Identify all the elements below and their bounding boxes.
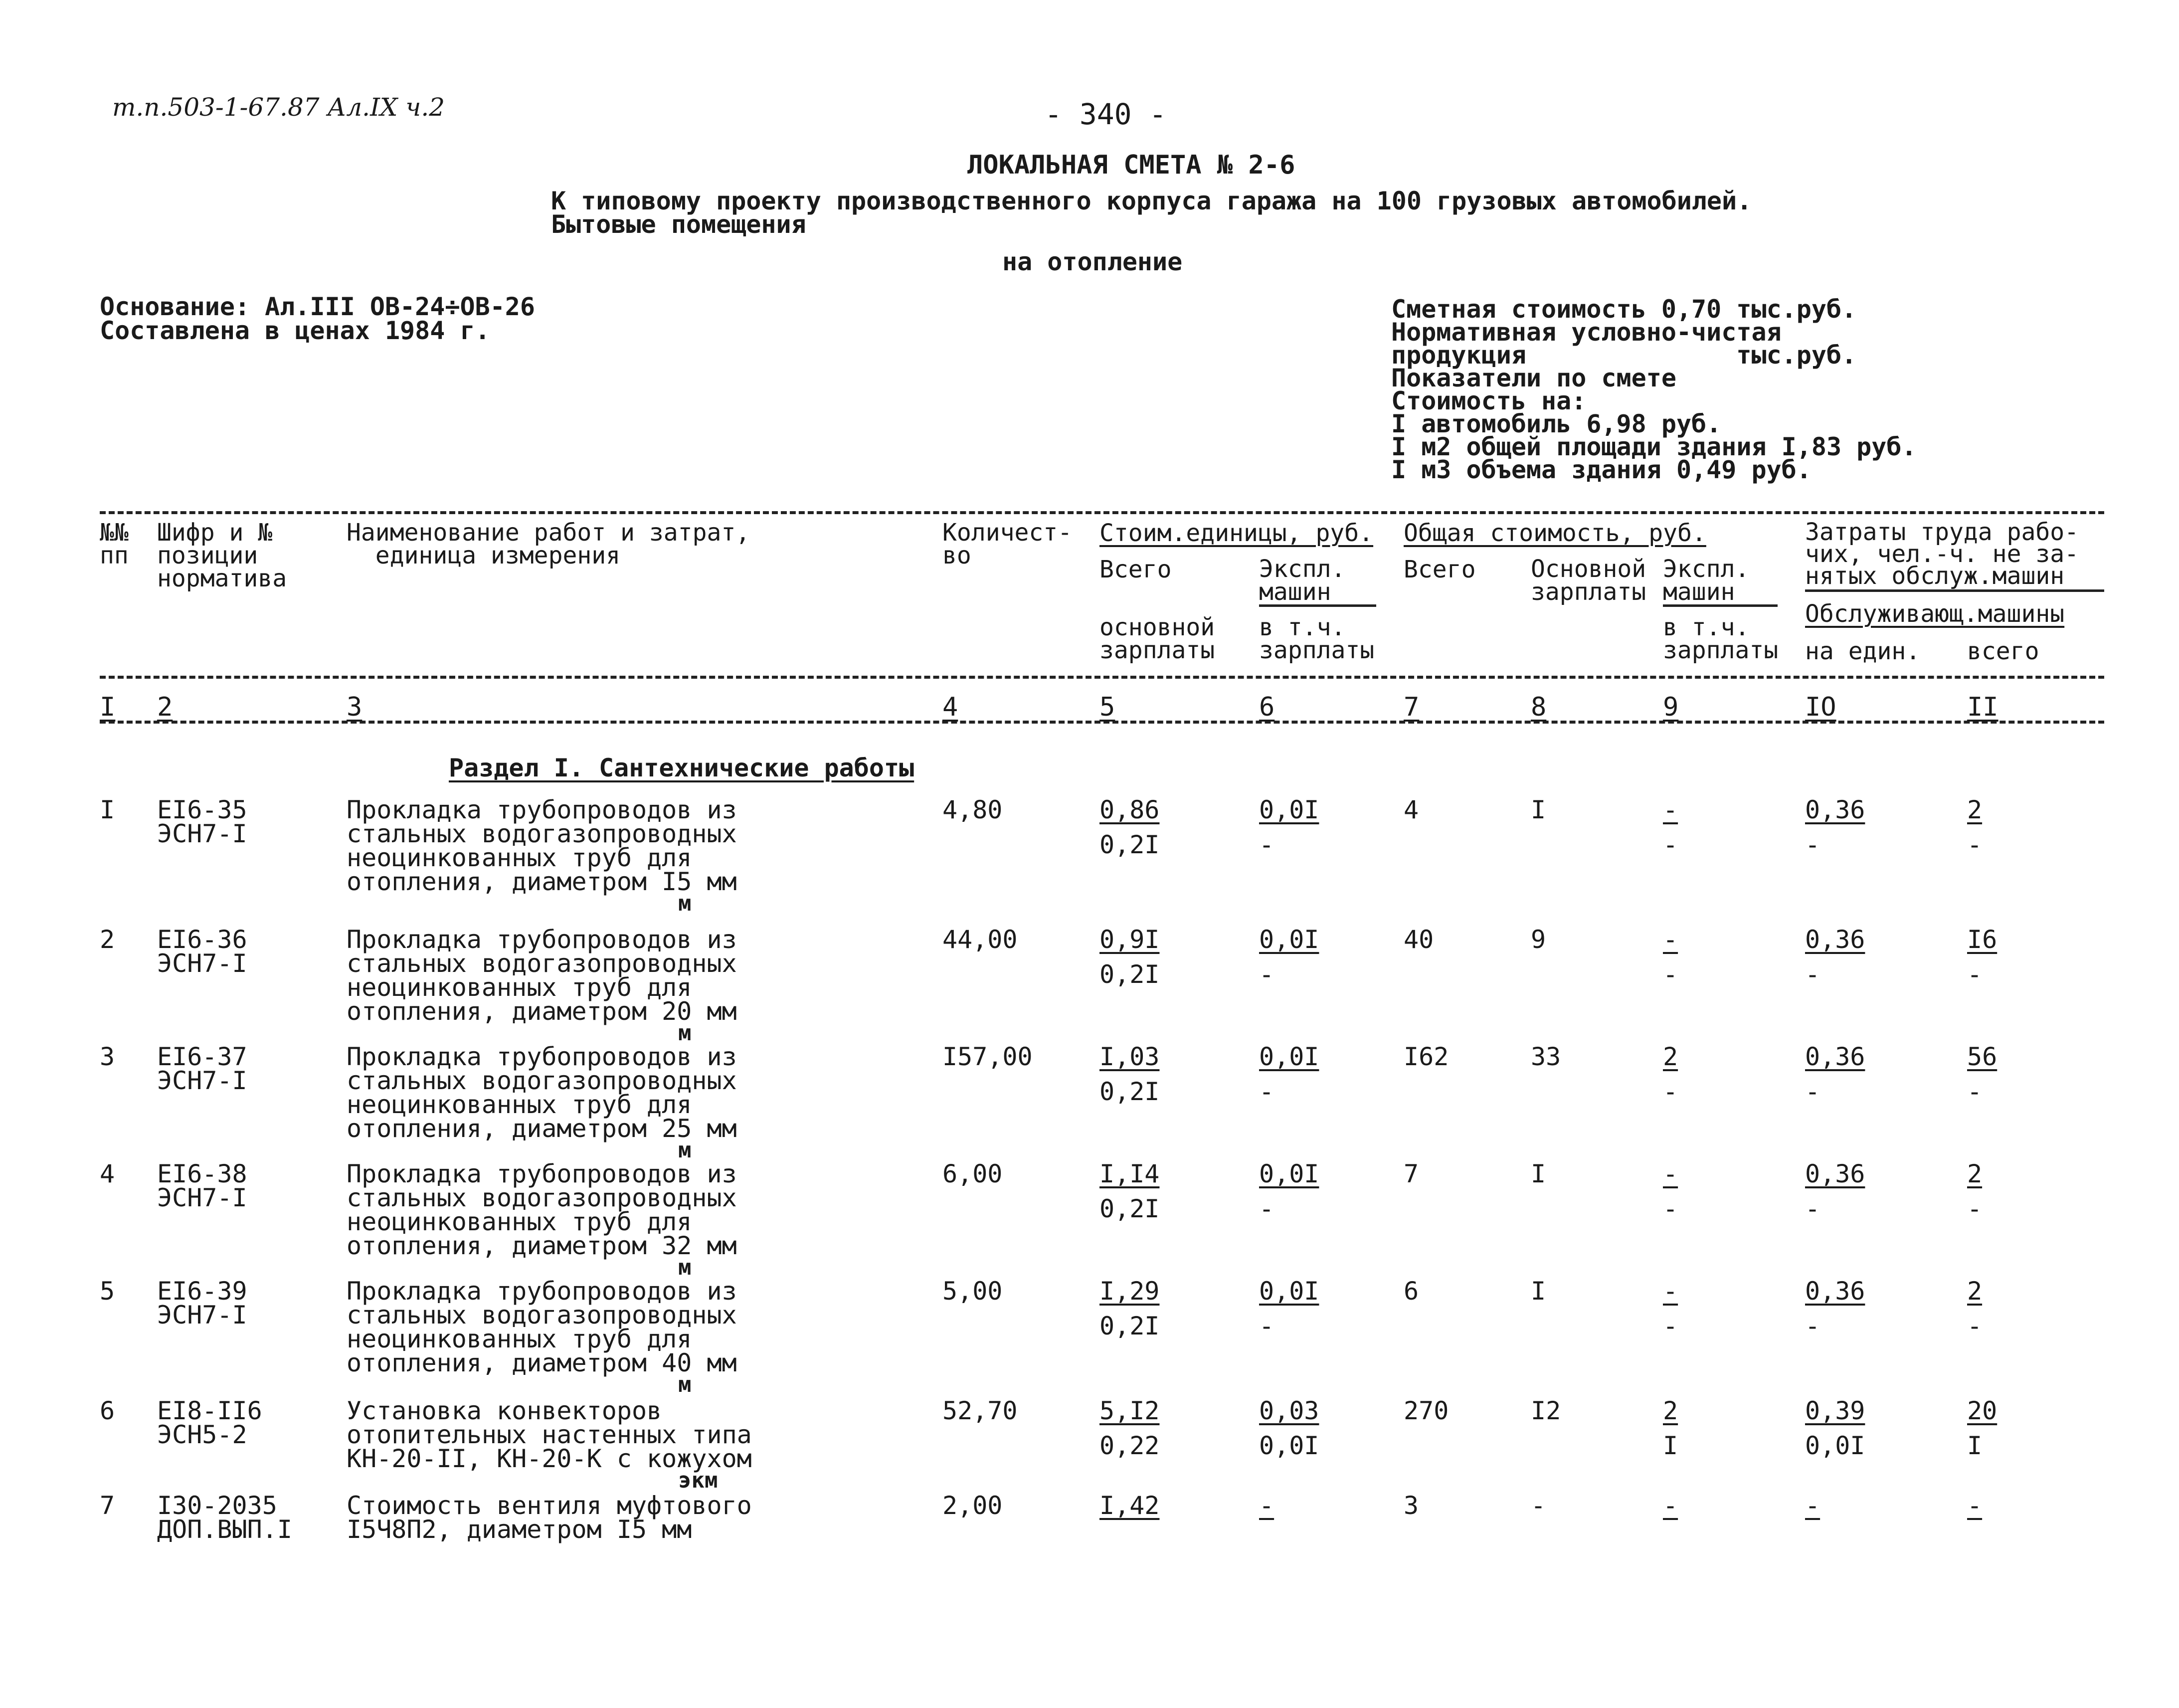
row-total-wage: 9 bbox=[1531, 925, 1546, 954]
row-total-mach: - bbox=[1663, 1159, 1678, 1188]
row-labor-unit: 0,36 bbox=[1805, 925, 1865, 954]
row-quantity: 44,00 bbox=[942, 925, 1018, 954]
row-labor-unit-service: 0,0I bbox=[1805, 1431, 1865, 1460]
row-labor-total: 2 bbox=[1967, 795, 1983, 824]
row-unit-total: 0,86 bbox=[1099, 795, 1160, 824]
col-header-total-cost: Общая стоимость, руб. bbox=[1404, 519, 1706, 547]
row-unit-mach: 0,0I bbox=[1259, 1042, 1319, 1071]
row-total-wage: I2 bbox=[1531, 1396, 1561, 1425]
row-code: ЕI8-II6 ЭСН5-2 bbox=[157, 1396, 262, 1449]
row-unit-wage: 0,22 bbox=[1099, 1431, 1160, 1460]
row-unit-total: I,29 bbox=[1099, 1277, 1160, 1306]
row-quantity: 4,80 bbox=[942, 795, 1003, 824]
row-unit-wage: 0,2I bbox=[1099, 1194, 1160, 1223]
col-header-quantity: Количест- во bbox=[942, 519, 1073, 569]
row-unit: экм bbox=[678, 1468, 718, 1493]
column-number: 4 bbox=[942, 692, 958, 722]
row-code: ЕI6-37 ЭСН7-I bbox=[157, 1042, 247, 1095]
summary-line: I м2 общей площади здания I,83 руб. bbox=[1391, 432, 1917, 461]
row-name: Прокладка трубопроводов из стальных водогазопроводных неоцинкованных труб для отопления, диаметром 40 мм bbox=[347, 1277, 737, 1377]
col-header-unit-wage: основной зарплаты bbox=[1099, 613, 1215, 664]
row-number: 2 bbox=[100, 925, 115, 954]
col-header-number: №№ пп bbox=[100, 519, 129, 569]
row-code: ЕI6-39 ЭСН7-I bbox=[157, 1277, 247, 1329]
col-header-unit-total: Всего bbox=[1099, 556, 1172, 583]
unit-mach-underline bbox=[1259, 604, 1376, 607]
row-code: ЕI6-35 ЭСН7-I bbox=[157, 795, 247, 848]
row-total-mach: - bbox=[1663, 795, 1678, 824]
row-total-mach-wage: - bbox=[1663, 1194, 1678, 1223]
column-number: II bbox=[1967, 692, 1998, 722]
row-unit: м bbox=[678, 891, 692, 916]
summary-line: Нормативная условно-чистая bbox=[1391, 318, 1782, 347]
row-name: Прокладка трубопроводов из стальных водогазопроводных неоцинкованных труб для отопления, диаметром 25 мм bbox=[347, 1042, 737, 1143]
row-unit-wage: 0,2I bbox=[1099, 960, 1160, 989]
summary-line: I м3 объема здания 0,49 руб. bbox=[1391, 455, 1812, 484]
row-total: 4 bbox=[1404, 795, 1419, 824]
row-number: 6 bbox=[100, 1396, 115, 1425]
row-quantity: 5,00 bbox=[942, 1277, 1003, 1306]
row-total-mach: 2 bbox=[1663, 1042, 1678, 1071]
column-number: 5 bbox=[1099, 692, 1115, 722]
row-labor-total: 2 bbox=[1967, 1159, 1983, 1188]
column-number: 6 bbox=[1259, 692, 1275, 722]
total-mach-underline bbox=[1663, 604, 1778, 607]
col-header-unit-cost: Стоим.единицы, руб. bbox=[1099, 519, 1374, 547]
row-total-wage: I bbox=[1531, 1277, 1546, 1306]
row-total: 3 bbox=[1404, 1491, 1419, 1520]
row-labor-total-service: I bbox=[1967, 1431, 1983, 1460]
table-header-bottom-rule bbox=[100, 676, 2104, 679]
row-labor-unit: 0,36 bbox=[1805, 1277, 1865, 1306]
row-total: 270 bbox=[1404, 1396, 1449, 1425]
row-unit: м bbox=[678, 1138, 692, 1163]
row-unit-mach-wage: - bbox=[1259, 1077, 1274, 1106]
row-total-wage: - bbox=[1531, 1491, 1546, 1520]
labor-underline bbox=[1805, 589, 2104, 592]
row-labor-total: - bbox=[1967, 1491, 1983, 1520]
row-labor-total-service: - bbox=[1967, 1077, 1983, 1106]
row-total-wage: 33 bbox=[1531, 1042, 1561, 1071]
column-number: 3 bbox=[347, 692, 363, 722]
col-header-name: Наименование работ и затрат, единица измерения bbox=[347, 519, 750, 569]
row-labor-unit: 0,39 bbox=[1805, 1396, 1865, 1425]
summary-line: I автомобиль 6,98 руб. bbox=[1391, 409, 1722, 438]
row-labor-unit: 0,36 bbox=[1805, 1159, 1865, 1188]
row-total-mach-wage: - bbox=[1663, 1077, 1678, 1106]
row-number: I bbox=[100, 795, 115, 824]
col-header-total-all: Всего bbox=[1404, 556, 1476, 583]
row-labor-total: 2 bbox=[1967, 1277, 1983, 1306]
column-number: 2 bbox=[157, 692, 173, 722]
row-unit-mach: 0,0I bbox=[1259, 795, 1319, 824]
row-labor-total-service: - bbox=[1967, 1312, 1983, 1340]
row-labor-total: I6 bbox=[1967, 925, 1997, 954]
row-unit: м bbox=[678, 1020, 692, 1046]
row-number: 3 bbox=[100, 1042, 115, 1071]
row-unit: м bbox=[678, 1372, 692, 1397]
row-total-mach: - bbox=[1663, 1491, 1678, 1520]
row-number: 5 bbox=[100, 1277, 115, 1306]
row-total-mach: - bbox=[1663, 1277, 1678, 1306]
page-number: - 340 - bbox=[1045, 97, 1167, 131]
subtitle-line2: Бытовые помещения bbox=[551, 210, 806, 239]
col-header-labor-unit: на един. bbox=[1805, 637, 1921, 665]
row-unit-total: 5,I2 bbox=[1099, 1396, 1160, 1425]
row-number: 7 bbox=[100, 1491, 115, 1520]
column-number: 7 bbox=[1404, 692, 1420, 722]
row-unit-mach: 0,03 bbox=[1259, 1396, 1319, 1425]
table-top-rule bbox=[100, 511, 2104, 514]
row-unit-mach: 0,0I bbox=[1259, 1159, 1319, 1188]
summary-line: Показатели по смете bbox=[1391, 364, 1676, 392]
row-quantity: 52,70 bbox=[942, 1396, 1018, 1425]
document-title: ЛОКАЛЬНАЯ СМЕТА № 2-6 bbox=[967, 150, 1295, 180]
col-header-total-mach-wage: в т.ч. зарплаты bbox=[1663, 613, 1779, 664]
row-total-mach-wage: - bbox=[1663, 960, 1678, 989]
row-unit-wage: 0,2I bbox=[1099, 1077, 1160, 1106]
row-quantity: 6,00 bbox=[942, 1159, 1003, 1188]
section-title: Раздел I. Сантехнические работы bbox=[449, 754, 914, 782]
row-labor-total: 20 bbox=[1967, 1396, 1997, 1425]
row-unit-mach-wage: - bbox=[1259, 1194, 1274, 1223]
column-number: 8 bbox=[1531, 692, 1547, 722]
row-unit-mach-wage: 0,0I bbox=[1259, 1431, 1319, 1460]
row-unit-mach: - bbox=[1259, 1491, 1274, 1520]
col-header-unit-mach: Экспл. машин bbox=[1259, 555, 1346, 606]
row-unit-mach: 0,0I bbox=[1259, 1277, 1319, 1306]
summary-line: Стоимость на: bbox=[1391, 386, 1587, 415]
row-labor-unit: 0,36 bbox=[1805, 795, 1865, 824]
row-unit-total: 0,9I bbox=[1099, 925, 1160, 954]
col-header-code: Шифр и № позиции норматива bbox=[157, 519, 287, 592]
row-name: Прокладка трубопроводов из стальных водогазопроводных неоцинкованных труб для отопления, диаметром 20 мм bbox=[347, 925, 737, 1026]
row-labor-unit-service: - bbox=[1805, 1077, 1820, 1106]
col-header-labor-total: всего bbox=[1967, 637, 2039, 665]
row-total-mach-wage: - bbox=[1663, 1312, 1678, 1340]
row-total-mach: - bbox=[1663, 925, 1678, 954]
row-name: Прокладка трубопроводов из стальных водогазопроводных неоцинкованных труб для отопления, диаметром 32 мм bbox=[347, 1159, 737, 1260]
row-unit-wage: 0,2I bbox=[1099, 830, 1160, 859]
row-unit-mach-wage: - bbox=[1259, 1312, 1274, 1340]
row-total: I62 bbox=[1404, 1042, 1449, 1071]
row-code: I30-2035 ДОП.ВЫП.I bbox=[157, 1491, 292, 1544]
row-unit-total: I,42 bbox=[1099, 1491, 1160, 1520]
row-labor-total-service: - bbox=[1967, 960, 1983, 989]
basis-line2: Составлена в ценах 1984 г. bbox=[100, 316, 490, 345]
row-total-mach-wage: I bbox=[1663, 1431, 1678, 1460]
col-header-labor-service: Обслуживающ.машины bbox=[1805, 600, 2065, 628]
column-number: 9 bbox=[1663, 692, 1679, 722]
row-labor-unit: 0,36 bbox=[1805, 1042, 1865, 1071]
row-unit-wage: 0,2I bbox=[1099, 1312, 1160, 1340]
row-name: Установка конвекторов отопительных настенных типа КН-20-II, КН-20-К с кожухом bbox=[347, 1396, 752, 1473]
row-quantity: 2,00 bbox=[942, 1491, 1003, 1520]
document-subject: на отопление bbox=[1002, 247, 1183, 276]
row-total-wage: I bbox=[1531, 1159, 1546, 1188]
row-labor-unit-service: - bbox=[1805, 1194, 1820, 1223]
row-labor-unit-service: - bbox=[1805, 960, 1820, 989]
row-unit-mach-wage: - bbox=[1259, 830, 1274, 859]
row-total: 7 bbox=[1404, 1159, 1419, 1188]
col-header-unit-mach-wage: в т.ч. зарплаты bbox=[1259, 613, 1375, 664]
summary-line: Сметная стоимость 0,70 тыс.руб. bbox=[1391, 295, 1857, 324]
row-total: 40 bbox=[1404, 925, 1434, 954]
row-labor-unit-service: - bbox=[1805, 1312, 1820, 1340]
row-total: 6 bbox=[1404, 1277, 1419, 1306]
row-labor-total: 56 bbox=[1967, 1042, 1997, 1071]
row-unit-total: I,03 bbox=[1099, 1042, 1160, 1071]
row-labor-total-service: - bbox=[1967, 1194, 1983, 1223]
row-labor-total-service: - bbox=[1967, 830, 1983, 859]
row-unit: м bbox=[678, 1255, 692, 1280]
subtitle-line1: К типовому проекту производственного корпуса гаража на 100 грузовых автомобилей. bbox=[551, 187, 1752, 215]
row-name: Стоимость вентиля муфтового I5Ч8П2, диаметром I5 мм bbox=[347, 1491, 752, 1544]
row-code: ЕI6-36 ЭСН7-I bbox=[157, 925, 247, 978]
row-labor-unit: - bbox=[1805, 1491, 1820, 1520]
row-total-wage: I bbox=[1531, 795, 1546, 824]
row-code: ЕI6-38 ЭСН7-I bbox=[157, 1159, 247, 1212]
basis-line1: Основание: Ал.III ОВ-24÷ОВ-26 bbox=[100, 292, 535, 321]
row-unit-total: I,I4 bbox=[1099, 1159, 1160, 1188]
row-name: Прокладка трубопроводов из стальных водогазопроводных неоцинкованных труб для отопления, диаметром I5 мм bbox=[347, 795, 737, 896]
row-quantity: I57,00 bbox=[942, 1042, 1033, 1071]
row-unit-mach: 0,0I bbox=[1259, 925, 1319, 954]
row-labor-unit-service: - bbox=[1805, 830, 1820, 859]
row-number: 4 bbox=[100, 1159, 115, 1188]
row-total-mach-wage: - bbox=[1663, 830, 1678, 859]
col-header-total-mach: Экспл. машин bbox=[1663, 555, 1750, 606]
column-number: IO bbox=[1805, 692, 1836, 722]
row-total-mach: 2 bbox=[1663, 1396, 1678, 1425]
col-header-labor: Затраты труда рабо- чих, чел.-ч. не за- нятых обслуж.машин bbox=[1805, 518, 2079, 590]
corner-reference: т.п.503-1-67.87 Ал.IX ч.2 bbox=[112, 93, 445, 122]
summary-line: продукция тыс.руб. bbox=[1391, 341, 1857, 370]
row-unit-mach-wage: - bbox=[1259, 960, 1274, 989]
column-number: I bbox=[100, 692, 116, 722]
col-header-total-wage: Основной зарплаты bbox=[1531, 555, 1646, 606]
